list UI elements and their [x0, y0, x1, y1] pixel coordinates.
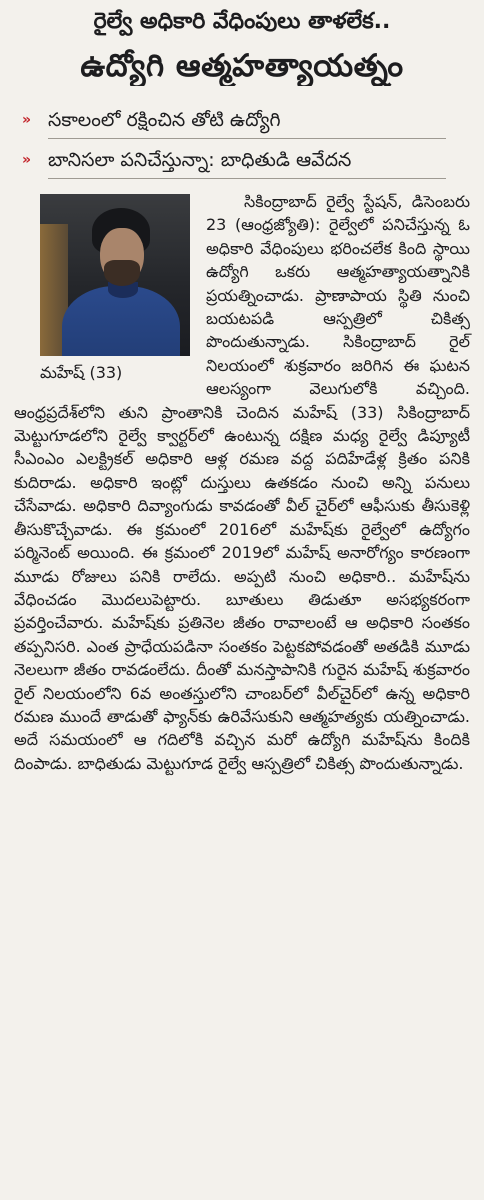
photo-block [40, 194, 190, 384]
sub-headline-text: బానిసలా పనిచేస్తున్నా: బాధితుడి ఆవేదన [48, 146, 446, 179]
headline-kicker: రైల్వే అధికారి వేధింపులు తాళలేక.. [93, 9, 391, 34]
headline-main: ఉద్యోగి ఆత్మహత్యాయత్నం [80, 48, 404, 84]
double-chevron-right-icon: » [22, 112, 29, 128]
article-text: సికింద్రాబాద్ రైల్వే స్టేషన్, డిసెంబరు 23 (ఆంధ్రజ్యోతి): రైల్వేలో పనిచేస్తున్న ఓ అధికారి వేధింపులు భరించలేక కింది స్థాయి ఉద్యోగి ఒకరు ఆత్మహత్యాయత్నానికి ప్రయత్నించాడు. ప్రాణాపాయ స్థితి నుంచి బయటపడి ఆస్పత్రిలో చికిత్స పొందుతున్నాడు. సికింద్రాబాద్ రైల్ నిలయంలో శుక్రవారం జరిగిన ఈ ఘటన ఆలస్యంగా వెలుగులోకి వచ్చింది. ఆంధ్రప్రదేశ్‌లోని తుని ప్రాంతానికి చెందిన మహేష్ (33) సికింద్రాబాద్ మెట్టుగూడలోని రైల్వే క్వార్టర్‌లో ఉంటున్న దక్షిణ మధ్య రైల్వే డిప్యూటీ సీఎంఎం ఎలక్ట్రికల్ అధికారి ఆళ్ల రమణ వద్ద పదిహేడేళ్ల క్రితం పనికి కుదిరాడు. అధికారి ఇంట్లో దుస్తులు ఉతకడం నుంచి అన్ని పనులు చేసేవాడు. అధికారి దివ్యాంగుడు కావడంతో వీల్ చైర్‌లో ఆఫీసుకు తీసుకెళ్లి తీసుకొచ్చేవాడు. ఈ క్రమంలో 2016లో మహేష్‌కు రైల్వేలో ఉద్యోగం పర్మినెంట్ అయింది. ఈ క్రమంలో 2019లో మహేష్ అనారోగ్యం కారణంగా మూడు రోజులు పనికి రాలేదు. అప్పటి నుంచి అధికారి.. మహేష్‌ను వేధించడం మొదలుపెట్టారు. బూతులు తిడుతూ అసభ్యకరంగా ప్రవర్తించేవారు. మహేష్‌కు ప్రతినెల జీతం రావాలంటే ఆ అధికారి సంతకం తప్పనిసరి. ఎంత ప్రాధేయపడినా సంతకం పెట్టకపోవడంతో అతడికి మూడు నెలలుగా జీతం రావడంలేదు. దీంతో మనస్తాపానికి గురైన మహేష్ శుక్రవారం రైల్ నిలయంలోని 6వ అంతస్తులోని చాంబర్‌లో వీల్‌చైర్‌లో ఉన్న అధికారి రమణ ముందే తాడుతో ఫ్యాన్‌కు ఉరివేసుకుని ఆత్మహత్యకు యత్నించాడు. అదే సమయంలో ఆ గదిలోకి వచ్చిన మరో ఉద్యోగి మహేష్‌ను కిందికి దింపాడు. బాధితుడు మెట్టుగూడ రైల్వే ఆస్పత్రిలో చికిత్స పొందుతున్నాడు. [14, 192, 470, 773]
sub-headline-2 [22, 146, 470, 178]
double-chevron-right-icon: » [22, 152, 29, 168]
photo-caption: మహేష్ (33) [40, 363, 123, 382]
sub-headline-1 [22, 106, 470, 138]
sub-headlines [14, 106, 470, 178]
victim-photo [40, 194, 190, 356]
sub-headline-text: సకాలంలో రక్షించిన తోటి ఉద్యోగి [48, 106, 446, 139]
article-body [14, 190, 470, 775]
